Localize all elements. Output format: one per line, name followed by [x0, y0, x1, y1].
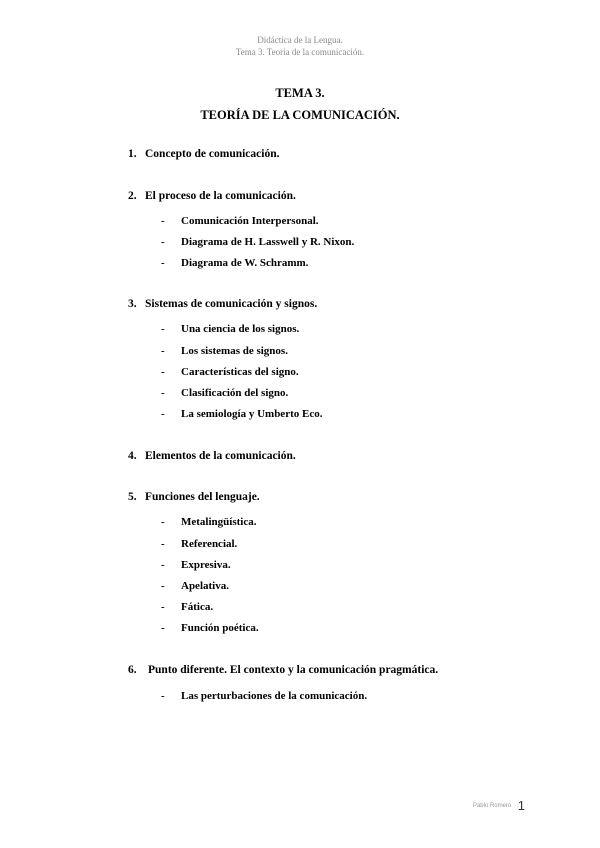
list-item-label: Función poética.: [181, 622, 259, 634]
list-dash: -: [161, 236, 165, 248]
list-item-label: Clasificación del signo.: [181, 387, 289, 399]
section-label: Funciones del lenguaje.: [145, 491, 260, 503]
list-item: [161, 236, 354, 248]
list-dash: -: [161, 257, 165, 269]
list-dash: -: [161, 538, 165, 550]
title-tema: TEMA 3.: [275, 86, 325, 100]
list-dash: -: [161, 323, 165, 335]
list-item-label: La semiología y Umberto Eco.: [181, 408, 323, 420]
list-item-label: Diagrama de H. Lasswell y R. Nixon.: [181, 236, 355, 248]
page-footer: [473, 797, 525, 815]
list-dash: -: [161, 408, 165, 420]
running-header: [0, 34, 600, 58]
list-item-label: Las perturbaciones de la comunicación.: [181, 690, 368, 702]
list-item: [161, 408, 322, 420]
list-item: [161, 516, 256, 528]
list-item: [161, 345, 288, 357]
list-item: [161, 690, 367, 702]
section-5: [128, 491, 260, 503]
list-item: [161, 538, 237, 550]
section-number: 3.: [128, 298, 137, 310]
section-number: 4.: [128, 450, 137, 462]
section-3: [128, 298, 317, 310]
list-dash: -: [161, 622, 165, 634]
list-item-label: Referencial.: [181, 538, 238, 550]
list-item-label: Expresiva.: [181, 559, 231, 571]
list-item: [161, 387, 288, 399]
list-dash: -: [161, 516, 165, 528]
section-2: [128, 190, 296, 202]
section-number: 1.: [128, 148, 137, 160]
header-topic: Tema 3. Teoría de la comunicación.: [235, 47, 365, 57]
list-item: [161, 257, 308, 269]
list-item-label: Fática.: [181, 601, 214, 613]
section-label: El proceso de la comunicación.: [145, 190, 296, 202]
header-course: Didáctica de la Lengua.: [257, 35, 343, 45]
list-item-label: Metalingüística.: [181, 516, 257, 528]
section-1: [128, 148, 279, 160]
list-dash: -: [161, 601, 165, 613]
list-item: [161, 215, 319, 227]
list-item-label: Diagrama de W. Schramm.: [181, 257, 309, 269]
list-dash: -: [161, 559, 165, 571]
list-item: [161, 622, 259, 634]
section-4: [128, 450, 296, 462]
section-label: Concepto de comunicación.: [145, 148, 280, 160]
list-dash: -: [161, 387, 165, 399]
list-item-label: Los sistemas de signos.: [181, 345, 288, 357]
list-item-label: Características del signo.: [181, 366, 299, 378]
list-dash: -: [161, 690, 165, 702]
section-number: 5.: [128, 491, 137, 503]
page-number: 1: [517, 798, 525, 814]
footer-author: Pablo Romero: [472, 802, 512, 809]
list-item: [161, 366, 299, 378]
section-number: 6.: [128, 664, 137, 676]
list-item: [161, 580, 229, 592]
list-item: [161, 559, 231, 571]
list-item-label: Apelativa.: [181, 580, 229, 592]
section-label: Elementos de la comunicación.: [145, 450, 296, 462]
page-title: [0, 85, 600, 123]
section-number: 2.: [128, 190, 137, 202]
section-label: Punto diferente. El contexto y la comunicación pragmática.: [148, 664, 439, 676]
list-item-label: Comunicación Interpersonal.: [181, 215, 319, 227]
section-label: Sistemas de comunicación y signos.: [145, 298, 318, 310]
section-6: [128, 664, 438, 676]
list-item: [161, 323, 299, 335]
list-dash: -: [161, 345, 165, 357]
list-item: [161, 601, 213, 613]
list-item-label: Una ciencia de los signos.: [181, 323, 300, 335]
list-dash: -: [161, 580, 165, 592]
list-dash: -: [161, 215, 165, 227]
title-heading: TEORÍA DE LA COMUNICACIÓN.: [200, 108, 400, 122]
list-dash: -: [161, 366, 165, 378]
